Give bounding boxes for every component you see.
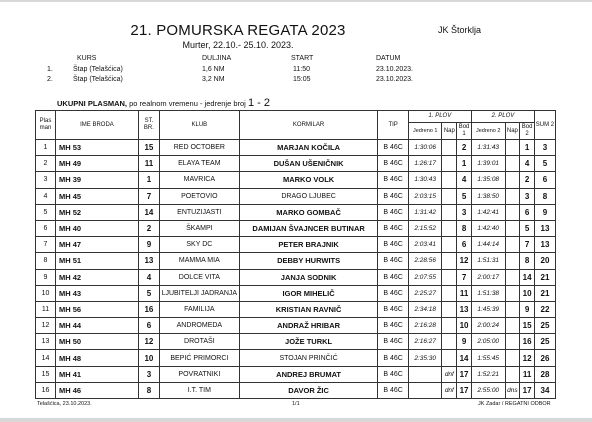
club-cell: ŠKAMPI (159, 220, 239, 236)
race2-duljina: 3,2 NM (202, 76, 225, 83)
race1-time-cell: 1:31:42 (408, 204, 442, 220)
race1-points-cell: 17 (457, 366, 472, 382)
race2-points-cell: 16 (520, 334, 535, 350)
col-header-nap2: Nap (505, 123, 520, 140)
placement-cell: 14 (36, 350, 56, 366)
placement-cell: 15 (36, 366, 56, 382)
col-header-ime-broda: IME BRODA (55, 111, 138, 140)
boat-name-cell: MH 39 (55, 172, 138, 188)
race2-points-cell: 17 (520, 382, 535, 398)
race2-points-cell: 9 (520, 301, 535, 317)
total-points-cell: 34 (534, 382, 555, 398)
race1-time-cell: 2:03:15 (408, 188, 442, 204)
race1-points-cell: 9 (457, 334, 472, 350)
race2-note-cell (505, 318, 520, 334)
club-cell: RED OCTOBER (159, 140, 239, 156)
race2-points-cell: 3 (520, 188, 535, 204)
race2-time-cell: 2:00:24 (471, 318, 505, 334)
race1-time-cell: 1:30:43 (408, 172, 442, 188)
race2-points-cell: 12 (520, 350, 535, 366)
race2-time-cell: 1:52:21 (471, 366, 505, 382)
total-points-cell: 25 (534, 334, 555, 350)
race2-points-cell: 2 (520, 172, 535, 188)
boat-name-cell: MH 46 (55, 382, 138, 398)
race2-points-cell: 10 (520, 285, 535, 301)
race1-note-cell (442, 188, 457, 204)
total-points-cell: 8 (534, 188, 555, 204)
boat-type-cell: B 46C (378, 156, 408, 172)
helmsman-cell: DUŠAN UŠENIČNIK (239, 156, 378, 172)
race1-time-cell (408, 382, 442, 398)
race2-time-cell: 1:42:40 (471, 220, 505, 236)
table-row (36, 318, 556, 334)
race2-start: 15:05 (293, 76, 311, 83)
placement-cell: 1 (36, 140, 56, 156)
table-row (36, 156, 556, 172)
race2-time-cell: 2:55:00 (471, 382, 505, 398)
race1-note-cell (442, 334, 457, 350)
race2-note-cell (505, 140, 520, 156)
boat-type-cell: B 46C (378, 220, 408, 236)
race1-points-cell: 2 (457, 140, 472, 156)
race1-points-cell: 4 (457, 172, 472, 188)
table-row (36, 285, 556, 301)
race1-number: 1. (47, 66, 53, 73)
helmsman-cell: DAVOR ŽIC (239, 382, 378, 398)
race2-number: 2. (47, 76, 53, 83)
footer-place-date: Telašćica, 23.10.2023. (37, 401, 92, 407)
race1-note-cell (442, 285, 457, 301)
race2-points-cell: 6 (520, 204, 535, 220)
races-header-duljina: DULJINA (202, 55, 232, 62)
col-header-jedreno2: Jedreno 2 (471, 123, 505, 140)
race1-points-cell: 10 (457, 318, 472, 334)
results-heading-range: 1 - 2 (247, 97, 270, 109)
club-cell: ENTUZIJASTI (159, 204, 239, 220)
race1-points-cell: 7 (457, 269, 472, 285)
boat-name-cell: MH 40 (55, 220, 138, 236)
col-header-st-br: ST. BR. (138, 111, 159, 140)
sail-number-cell: 10 (138, 350, 159, 366)
race2-time-cell: 1:44:14 (471, 237, 505, 253)
helmsman-cell: DRAGO LJUBEC (239, 188, 378, 204)
race1-points-cell: 1 (457, 156, 472, 172)
race2-time-cell: 1:45:39 (471, 301, 505, 317)
race2-time-cell: 1:51:31 (471, 253, 505, 269)
helmsman-cell: DEBBY HURWITS (239, 253, 378, 269)
club-cell: I.T. TIM (159, 382, 239, 398)
col-header-klub: KLUB (159, 111, 239, 140)
race1-note-cell (442, 172, 457, 188)
race2-points-cell: 15 (520, 318, 535, 334)
race1-points-cell: 8 (457, 220, 472, 236)
total-points-cell: 5 (534, 156, 555, 172)
results-body (36, 140, 556, 399)
boat-type-cell: B 46C (378, 318, 408, 334)
race2-time-cell: 1:51:38 (471, 285, 505, 301)
organizing-club: JK Štorklja (438, 25, 482, 35)
race1-note-cell (442, 140, 457, 156)
race2-note-cell (505, 188, 520, 204)
helmsman-cell: DAMIJAN ŠVAJNCER BUTINAR (239, 220, 378, 236)
total-points-cell: 28 (534, 366, 555, 382)
boat-type-cell: B 46C (378, 188, 408, 204)
total-points-cell: 25 (534, 318, 555, 334)
race1-points-cell: 3 (457, 204, 472, 220)
race2-note-cell (505, 220, 520, 236)
table-row (36, 220, 556, 236)
race1-duljina: 1,6 NM (202, 66, 225, 73)
race1-note-cell (442, 204, 457, 220)
helmsman-cell: STOJAN PRINČIĆ (239, 350, 378, 366)
sail-number-cell: 12 (138, 334, 159, 350)
results-table (35, 110, 556, 399)
race1-time-cell: 2:16:28 (408, 318, 442, 334)
race1-note-cell (442, 237, 457, 253)
boat-type-cell: B 46C (378, 269, 408, 285)
helmsman-cell: MARJAN KOČILA (239, 140, 378, 156)
boat-type-cell: B 46C (378, 237, 408, 253)
boat-type-cell: B 46C (378, 350, 408, 366)
club-cell: MAMMA MIA (159, 253, 239, 269)
race1-note-cell (442, 220, 457, 236)
club-cell: FAMILIJA (159, 301, 239, 317)
race2-note-cell (505, 269, 520, 285)
table-row (36, 172, 556, 188)
boat-type-cell: B 46C (378, 366, 408, 382)
race2-points-cell: 14 (520, 269, 535, 285)
placement-cell: 9 (36, 269, 56, 285)
race1-time-cell: 2:28:56 (408, 253, 442, 269)
placement-cell: 12 (36, 318, 56, 334)
boat-name-cell: MH 44 (55, 318, 138, 334)
boat-type-cell: B 46C (378, 253, 408, 269)
boat-type-cell: B 46C (378, 140, 408, 156)
race2-datum: 23.10.2023. (376, 76, 413, 83)
club-cell: BEPIĆ PRIMORCI (159, 350, 239, 366)
sail-number-cell: 5 (138, 285, 159, 301)
sail-number-cell: 6 (138, 318, 159, 334)
race2-note-cell (505, 301, 520, 317)
race2-points-cell: 7 (520, 237, 535, 253)
race1-time-cell: 2:25:27 (408, 285, 442, 301)
col-header-bod2: Bod 2 (520, 123, 535, 140)
race2-note-cell (505, 285, 520, 301)
boat-name-cell: MH 41 (55, 366, 138, 382)
boat-name-cell: MH 43 (55, 285, 138, 301)
sail-number-cell: 9 (138, 237, 159, 253)
boat-type-cell: B 46C (378, 301, 408, 317)
placement-cell: 16 (36, 382, 56, 398)
document-subtitle: Murter, 22.10.- 25.10. 2023. (182, 40, 294, 50)
total-points-cell: 3 (534, 140, 555, 156)
club-cell: POETOVIO (159, 188, 239, 204)
club-cell: ELAYA TEAM (159, 156, 239, 172)
helmsman-cell: KRISTIAN RAVNIČ (239, 301, 378, 317)
boat-type-cell: B 46C (378, 204, 408, 220)
results-heading-text: po realnom vremenu - jedrenje broj (129, 99, 246, 108)
results-heading (57, 97, 270, 109)
race2-points-cell: 4 (520, 156, 535, 172)
total-points-cell: 26 (534, 350, 555, 366)
total-points-cell: 20 (534, 253, 555, 269)
table-row (36, 237, 556, 253)
table-row (36, 188, 556, 204)
placement-cell: 7 (36, 237, 56, 253)
race1-note-cell: dnf (442, 382, 457, 398)
sail-number-cell: 1 (138, 172, 159, 188)
helmsman-cell: JOŽE TURKL (239, 334, 378, 350)
club-cell: DROTAŠI (159, 334, 239, 350)
col-header-sum: SUM 2 (534, 111, 555, 140)
race1-points-cell: 14 (457, 350, 472, 366)
sail-number-cell: 16 (138, 301, 159, 317)
boat-name-cell: MH 42 (55, 269, 138, 285)
col-header-plov2: 2. PLOV (471, 111, 534, 123)
boat-type-cell: B 46C (378, 382, 408, 398)
boat-name-cell: MH 48 (55, 350, 138, 366)
table-row (36, 253, 556, 269)
race1-note-cell (442, 269, 457, 285)
race2-note-cell: dns (505, 382, 520, 398)
race2-time-cell: 2:00:17 (471, 269, 505, 285)
race1-time-cell: 2:34:18 (408, 301, 442, 317)
placement-cell: 6 (36, 220, 56, 236)
footer-page-number: 1/1 (292, 401, 300, 407)
total-points-cell: 6 (534, 172, 555, 188)
placement-cell: 8 (36, 253, 56, 269)
table-row (36, 301, 556, 317)
placement-cell: 5 (36, 204, 56, 220)
race2-points-cell: 11 (520, 366, 535, 382)
race1-start: 11:50 (293, 66, 310, 73)
helmsman-cell: IGOR MIHELIČ (239, 285, 378, 301)
sail-number-cell: 3 (138, 366, 159, 382)
race2-note-cell (505, 334, 520, 350)
race2-note-cell (505, 366, 520, 382)
boat-name-cell: MH 47 (55, 237, 138, 253)
race1-points-cell: 5 (457, 188, 472, 204)
placement-cell: 10 (36, 285, 56, 301)
race1-points-cell: 11 (457, 285, 472, 301)
table-row (36, 382, 556, 398)
boat-name-cell: MH 45 (55, 188, 138, 204)
race2-points-cell: 8 (520, 253, 535, 269)
race2-note-cell (505, 237, 520, 253)
sail-number-cell: 11 (138, 156, 159, 172)
total-points-cell: 21 (534, 285, 555, 301)
col-header-bod1: Bod 1 (457, 123, 472, 140)
boat-type-cell: B 46C (378, 172, 408, 188)
boat-name-cell: MH 49 (55, 156, 138, 172)
sail-number-cell: 8 (138, 382, 159, 398)
race2-note-cell (505, 156, 520, 172)
club-cell: LJUBITELJI JADRANJA (159, 285, 239, 301)
race1-time-cell (408, 366, 442, 382)
total-points-cell: 13 (534, 237, 555, 253)
helmsman-cell: JANJA SODNIK (239, 269, 378, 285)
total-points-cell: 9 (534, 204, 555, 220)
club-cell: POVRATNIKI (159, 366, 239, 382)
race1-note-cell: dnf (442, 366, 457, 382)
race1-time-cell: 2:03:41 (408, 237, 442, 253)
race2-points-cell: 5 (520, 220, 535, 236)
placement-cell: 2 (36, 156, 56, 172)
race2-time-cell: 1:31:43 (471, 140, 505, 156)
race2-time-cell: 1:38:50 (471, 188, 505, 204)
club-cell: MAVRICA (159, 172, 239, 188)
helmsman-cell: MARKO GOMBAČ (239, 204, 378, 220)
race1-note-cell (442, 318, 457, 334)
boat-name-cell: MH 56 (55, 301, 138, 317)
table-row (36, 204, 556, 220)
table-row (36, 140, 556, 156)
race1-datum: 23.10.2023. (376, 66, 413, 73)
helmsman-cell: ANDRAŽ HRIBAR (239, 318, 378, 334)
race1-points-cell: 12 (457, 253, 472, 269)
sail-number-cell: 7 (138, 188, 159, 204)
race2-note-cell (505, 350, 520, 366)
total-points-cell: 13 (534, 220, 555, 236)
race2-note-cell (505, 253, 520, 269)
col-header-plov1: 1. PLOV (408, 111, 471, 123)
placement-cell: 13 (36, 334, 56, 350)
race1-time-cell: 2:15:52 (408, 220, 442, 236)
club-cell: DOLCE VITA (159, 269, 239, 285)
race1-note-cell (442, 350, 457, 366)
col-header-plasman: Plas man (36, 111, 56, 140)
col-header-nap1: Nap (442, 123, 457, 140)
race2-note-cell (505, 172, 520, 188)
sail-number-cell: 2 (138, 220, 159, 236)
boat-name-cell: MH 51 (55, 253, 138, 269)
helmsman-cell: MARKO VOLK (239, 172, 378, 188)
race1-time-cell: 1:30:06 (408, 140, 442, 156)
club-cell: SKY DC (159, 237, 239, 253)
races-header-datum: DATUM (376, 55, 401, 62)
race1-kurs: Štap (Telašćica) (73, 66, 123, 73)
results-heading-label: UKUPNI PLASMAN, (57, 99, 128, 108)
race2-note-cell (505, 204, 520, 220)
race1-points-cell: 17 (457, 382, 472, 398)
club-cell: ANDROMEDA (159, 318, 239, 334)
table-row (36, 350, 556, 366)
sail-number-cell: 13 (138, 253, 159, 269)
race2-time-cell: 2:05:00 (471, 334, 505, 350)
boat-name-cell: MH 53 (55, 140, 138, 156)
placement-cell: 3 (36, 172, 56, 188)
race1-note-cell (442, 253, 457, 269)
race1-time-cell: 2:35:30 (408, 350, 442, 366)
col-header-kormilar: KORMILAR (239, 111, 378, 140)
race2-points-cell: 1 (520, 140, 535, 156)
race1-note-cell (442, 156, 457, 172)
race1-time-cell: 2:07:55 (408, 269, 442, 285)
race1-note-cell (442, 301, 457, 317)
race1-time-cell: 1:26:17 (408, 156, 442, 172)
table-row (36, 366, 556, 382)
race1-points-cell: 13 (457, 301, 472, 317)
sail-number-cell: 15 (138, 140, 159, 156)
page-top-edge (0, 0, 592, 2)
page-bottom-edge (0, 418, 592, 422)
race2-time-cell: 1:42:41 (471, 204, 505, 220)
race2-time-cell: 1:35:08 (471, 172, 505, 188)
placement-cell: 4 (36, 188, 56, 204)
helmsman-cell: ANDREJ BRUMAT (239, 366, 378, 382)
sail-number-cell: 4 (138, 269, 159, 285)
sail-number-cell: 14 (138, 204, 159, 220)
boat-name-cell: MH 52 (55, 204, 138, 220)
placement-cell: 11 (36, 301, 56, 317)
race2-time-cell: 1:39:01 (471, 156, 505, 172)
footer-organizer: JK Zadar / REGATNI ODBOR (478, 401, 551, 407)
col-header-tip: TIP (378, 111, 408, 140)
table-row (36, 269, 556, 285)
race1-points-cell: 6 (457, 237, 472, 253)
race2-kurs: Štap (Telašćica) (73, 76, 123, 83)
document-title: 21. POMURSKA REGATA 2023 (130, 22, 346, 39)
helmsman-cell: PETER BRAJNIK (239, 237, 378, 253)
total-points-cell: 22 (534, 301, 555, 317)
boat-type-cell: B 46C (378, 285, 408, 301)
table-row (36, 334, 556, 350)
col-header-jedreno1: Jedreno 1 (408, 123, 442, 140)
races-header-start: START (291, 55, 314, 62)
boat-name-cell: MH 50 (55, 334, 138, 350)
races-header-kurs: KURS (77, 55, 97, 62)
race2-time-cell: 1:55:45 (471, 350, 505, 366)
total-points-cell: 21 (534, 269, 555, 285)
race1-time-cell: 2:16:27 (408, 334, 442, 350)
boat-type-cell: B 46C (378, 334, 408, 350)
